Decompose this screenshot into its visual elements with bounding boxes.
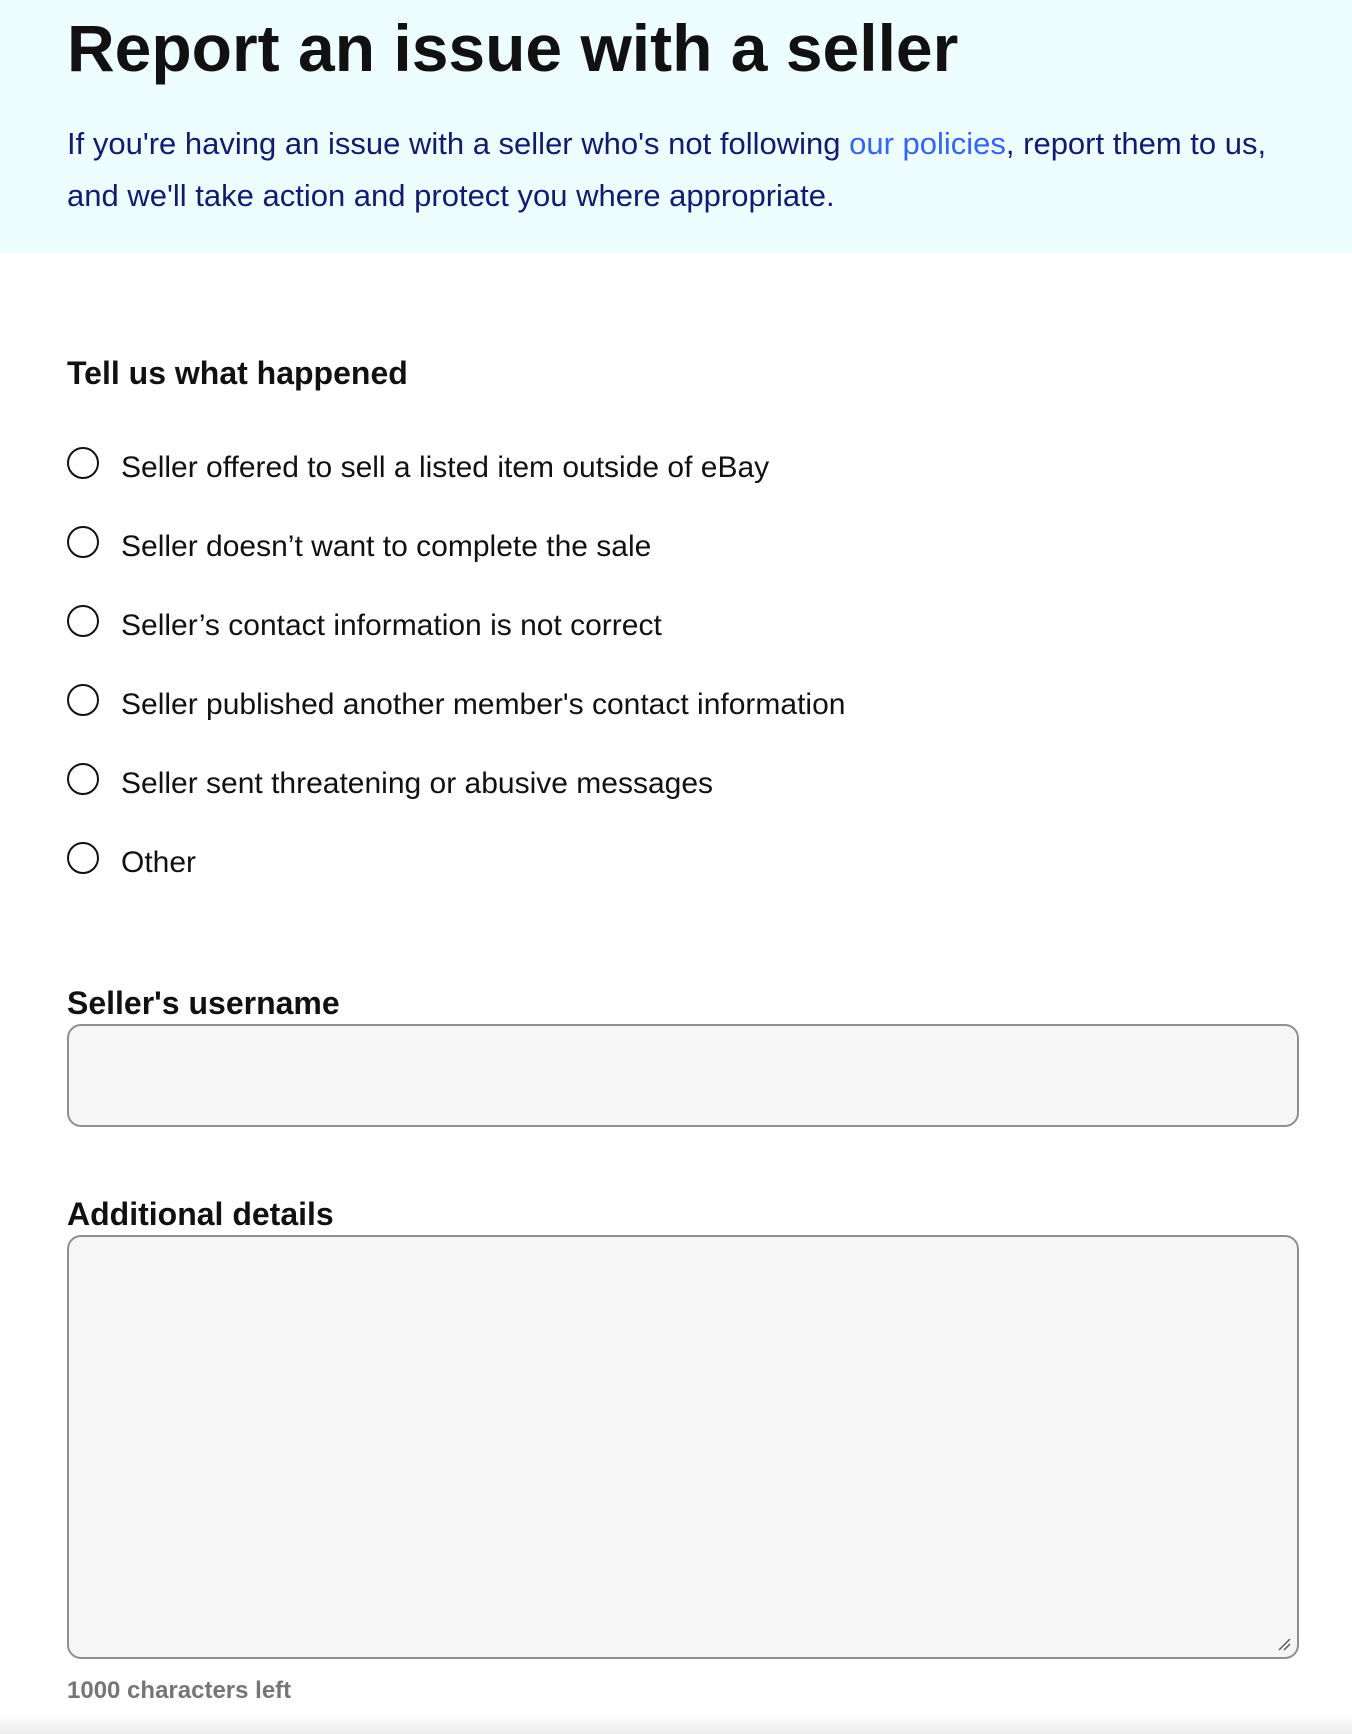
- description-text-start: If you're having an issue with a seller who's not following: [67, 126, 850, 161]
- radio-button[interactable]: [67, 842, 99, 874]
- reason-option-published-contact-info[interactable]: [67, 680, 845, 730]
- page-bottom-edge: [0, 1714, 1352, 1734]
- details-label: Additional details: [67, 1196, 334, 1232]
- reason-option-outside-ebay[interactable]: [67, 443, 769, 493]
- radio-button[interactable]: [67, 447, 99, 479]
- reason-option-label: Seller published another member's contact information: [121, 688, 846, 721]
- reason-option-other[interactable]: [67, 838, 196, 888]
- seller-username-input[interactable]: [67, 1024, 1299, 1127]
- reason-option-wont-complete-sale[interactable]: [67, 522, 651, 572]
- page-header: [0, 0, 1352, 253]
- reason-option-threatening-messages[interactable]: [67, 759, 713, 809]
- radio-button[interactable]: [67, 526, 99, 558]
- reason-option-contact-info-incorrect[interactable]: [67, 601, 662, 651]
- description-text-end: , report them to us, and we'll take action and protect you where appropriate.: [67, 126, 1267, 213]
- radio-button[interactable]: [67, 605, 99, 637]
- our-policies-link[interactable]: our policies: [849, 126, 1006, 161]
- reason-option-label: Seller sent threatening or abusive messages: [121, 767, 714, 800]
- reason-option-label: Seller doesn’t want to complete the sale: [121, 530, 652, 563]
- radio-button[interactable]: [67, 763, 99, 795]
- radio-button[interactable]: [67, 684, 99, 716]
- reason-section-title: Tell us what happened: [67, 355, 408, 391]
- reason-option-label: Seller’s contact information is not correct: [121, 609, 662, 642]
- character-counter: 1000 characters left: [67, 1677, 292, 1704]
- page-description: [67, 118, 1297, 222]
- username-label: Seller's username: [67, 985, 340, 1021]
- resize-grip-icon[interactable]: [1277, 1637, 1291, 1651]
- additional-details-textarea[interactable]: [67, 1235, 1299, 1659]
- page-title: Report an issue with a seller: [67, 11, 959, 85]
- reason-option-label: Seller offered to sell a listed item outside of eBay: [121, 451, 770, 484]
- reason-option-label: Other: [121, 846, 197, 879]
